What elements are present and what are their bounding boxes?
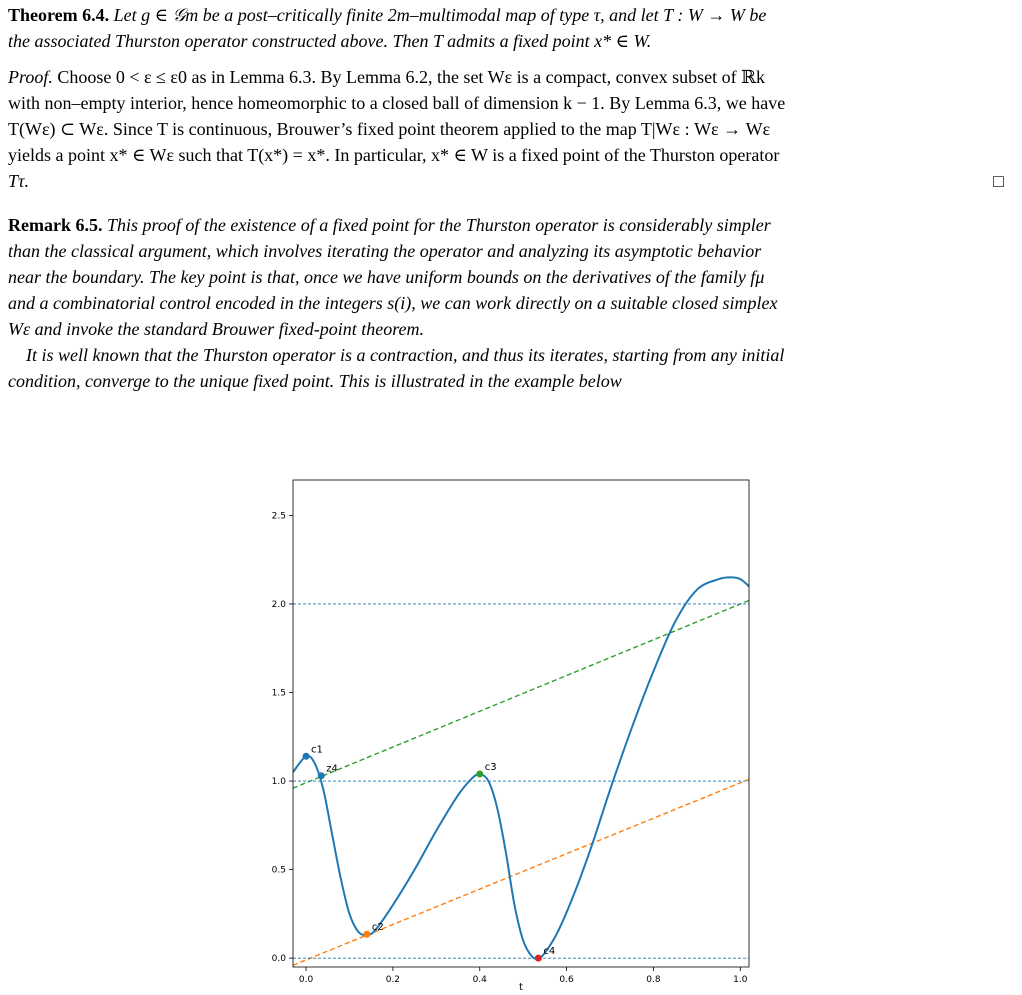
point-label-c1: c1 (311, 744, 323, 756)
proof-line-4: yields a point x* ∈ Wε such that T(x*) = x*. In particular, x* ∈ W is a fixed point of the Thurston operator (8, 145, 780, 165)
proof-line-2: with non–empty interior, hence homeomorphic to a closed ball of dimension k − 1. By Lemma 6.3, we have (8, 93, 786, 113)
theorem-line-2: the associated Thurston operator constructed above. Then T admits a fixed point x* ∈ W. (8, 31, 652, 51)
remark-line-6: It is well known that the Thurston operator is a contraction, and thus its iterates, starting from any initial (26, 345, 785, 365)
y-tick-label: 2.5 (271, 511, 286, 522)
point-c2 (363, 931, 370, 938)
point-label-c4: c4 (543, 946, 556, 958)
qed-symbol: □ (993, 171, 1004, 191)
y-tick-label: 0.5 (271, 865, 286, 876)
series-curve (293, 577, 749, 958)
remark-line-2: than the classical argument, which involves iterating the operator and analyzing its asymptotic behavior (8, 241, 762, 261)
x-tick-label: 0.2 (385, 975, 401, 985)
remark-label: Remark 6.5. (8, 215, 103, 235)
x-axis-label: t (519, 982, 523, 993)
point-label-z4: z4 (326, 763, 338, 775)
remark-line-4: and a combinatorial control encoded in the integers s(i), we can work directly on a suitable closed simplex (8, 293, 778, 313)
y-tick-label: 1.5 (271, 688, 286, 699)
proof (8, 64, 1014, 194)
ticks (272, 511, 748, 985)
plot-area (293, 577, 749, 965)
x-tick-label: 0.0 (298, 975, 314, 985)
proof-line-5: Tτ. (8, 171, 29, 191)
theorem-label: Theorem 6.4. (8, 5, 110, 25)
y-tick-label: 0.0 (271, 954, 286, 965)
proof-line-3: T(Wε) ⊂ Wε. Since T is continuous, Brouwer’s fixed point theorem applied to the map T|Wε : Wε → Wε (8, 119, 771, 139)
point-label-c2: c2 (371, 922, 384, 934)
remark-line-1: This proof of the existence of a fixed point for the Thurston operator is considerably simpler (106, 215, 771, 235)
point-z4 (318, 772, 325, 779)
y-tick-label: 1.0 (271, 777, 286, 788)
theorem-6-4 (8, 2, 1014, 54)
thurston-iteration-chart (240, 470, 780, 995)
x-tick-label: 0.8 (646, 975, 661, 985)
theorem-line-1: Let g ∈ 𝒢m be a post–critically finite 2m–multimodal map of type τ, and let T : W → W be (113, 5, 767, 25)
series-line-orange (293, 779, 749, 965)
point-c4 (535, 955, 542, 962)
proof-label: Proof. (8, 67, 53, 87)
series-line-green (293, 600, 749, 788)
remark-line-3: near the boundary. The key point is that, once we have uniform bounds on the derivatives of the family fμ (8, 267, 765, 287)
remark-line-7: condition, converge to the unique fixed point. This is illustrated in the example below (8, 371, 622, 391)
y-tick-label: 2.0 (271, 599, 286, 610)
x-tick-label: 0.4 (472, 975, 487, 985)
x-tick-label: 0.6 (559, 975, 574, 985)
point-c1 (303, 753, 310, 760)
proof-line-1: Choose 0 < ε ≤ ε0 as in Lemma 6.3. By Lemma 6.2, the set Wε is a compact, convex subset of ℝk (57, 67, 766, 87)
axes-frame (293, 480, 749, 967)
remark-6-5 (8, 212, 1014, 394)
remark-line-5: Wε and invoke the standard Brouwer fixed-point theorem. (8, 319, 425, 339)
point-label-c3: c3 (484, 761, 497, 773)
x-tick-label: 1.0 (733, 975, 748, 985)
point-c3 (476, 770, 483, 777)
